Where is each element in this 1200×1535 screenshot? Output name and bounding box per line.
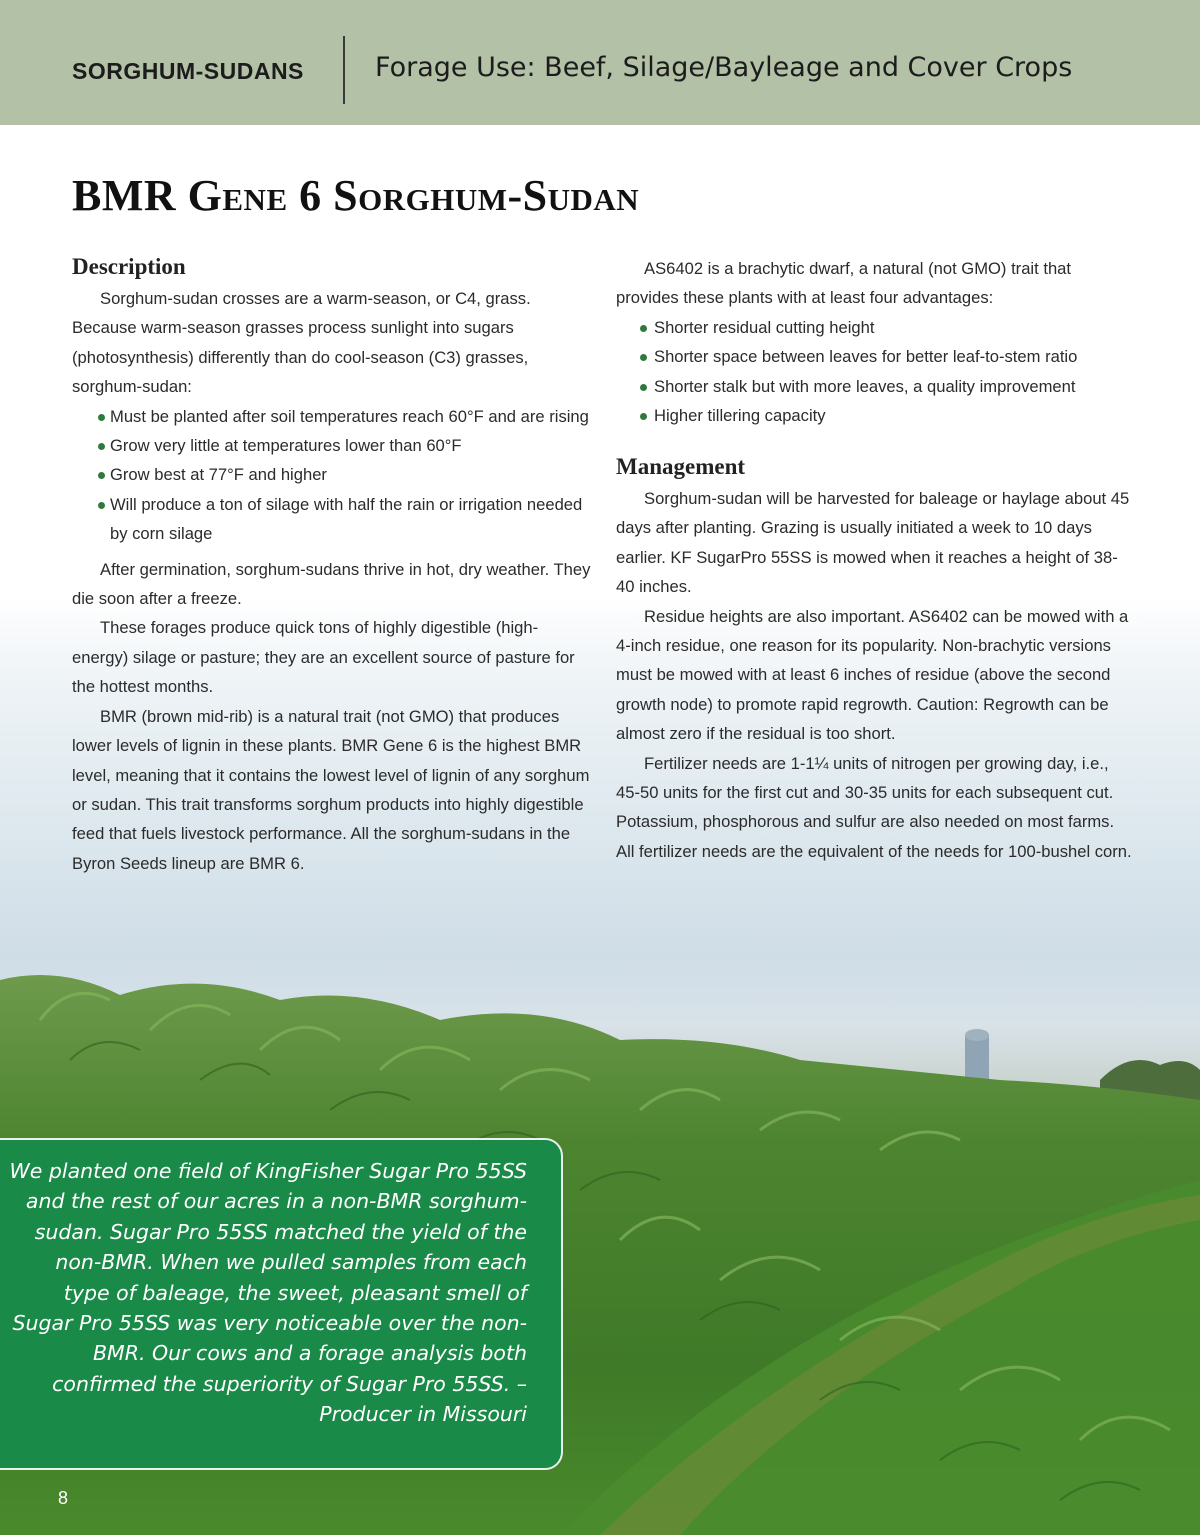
list-item: Shorter stalk but with more leaves, a quality improvement: [616, 372, 1132, 401]
page-number: 8: [58, 1488, 69, 1508]
header-divider: [343, 36, 345, 104]
description-column: [72, 284, 592, 878]
list-item: Must be planted after soil temperatures reach 60°F and are rising: [72, 402, 592, 431]
list-item: Will produce a ton of silage with half the rain or irrigation needed by corn silage: [72, 490, 592, 549]
list-item: Grow best at 77°F and higher: [72, 460, 592, 489]
description-bullet-list: [72, 402, 592, 549]
paragraph: Sorghum-sudan will be harvested for baleage or haylage about 45 days after planting. Grazing is usually initiated a week to 10 days earlier. KF SugarPro 55SS is mowed when it reaches a height of 38-40 inches.: [616, 489, 1130, 597]
page-title: BMR Gene 6 Sorghum-Sudan: [72, 171, 640, 220]
management-column: [616, 484, 1132, 866]
dwarf-bullet-list: [616, 313, 1132, 431]
dwarf-column: [616, 254, 1132, 430]
paragraph: Residue heights are also important. AS6402 can be mowed with a 4-inch residue, one reason for its popularity. Non-brachytic versions must be mowed with at least 6 inches of residue (above the second growth node) to promote rapid regrowth. Caution: Regrowth can be almost zero if the residual is too short.: [616, 606, 1129, 744]
testimonial-quote: We planted one field of KingFisher Sugar Pro 55SS and the rest of our acres in a non-BMR sorghum-sudan. Sugar Pro 55SS matched the yield of the non-BMR. When we pulled samples from each type of baleage, the sweet, pleasant smell of Sugar Pro 55SS was very noticeable over the non-BMR. Our cows and a forage analysis both confirmed the superiority of Sugar Pro 55SS. –Producer in Missouri: [9, 1159, 527, 1427]
list-item: Shorter residual cutting height: [616, 313, 1132, 342]
management-heading: Management: [616, 454, 746, 479]
paragraph: Fertilizer needs are 1-1¼ units of nitrogen per growing day, i.e., 45-50 units for the first cut and 30-35 units for each subsequent cut. Potassium, phosphorous and sulfur are also needed on most farms. All fertilizer needs are the equivalent of the needs for 100-bushel corn.: [616, 753, 1132, 861]
forage-use-heading: Forage Use: Beef, Silage/Bayleage and Cover Crops: [375, 52, 1073, 83]
paragraph: BMR (brown mid-rib) is a natural trait (not GMO) that produces lower levels of lignin in these plants. BMR Gene 6 is the highest BMR level, meaning that it contains the lowest level of lignin of any sorghum or sudan. This trait transforms sorghum products into highly digestible feed that fuels livestock performance. All the sorghum-sudans in the Byron Seeds lineup are BMR 6.: [72, 706, 590, 873]
list-item: Grow very little at temperatures lower than 60°F: [72, 431, 592, 460]
description-heading: Description: [72, 254, 186, 279]
section-name: SORGHUM-SUDANS: [72, 58, 304, 84]
testimonial-box: [0, 1138, 563, 1470]
page-header: [0, 0, 1200, 125]
description-intro: Sorghum-sudan crosses are a warm-season, or C4, grass. Because warm-season grasses process sunlight into sugars (photosynthesis) differently than do cool-season (C3) grasses, sorghum-sudan:: [72, 289, 531, 397]
list-item: Higher tillering capacity: [616, 401, 1132, 430]
paragraph: These forages produce quick tons of highly digestible (high-energy) silage or pasture; they are an excellent source of pasture for the hottest months.: [72, 618, 575, 697]
dwarf-intro: AS6402 is a brachytic dwarf, a natural (not GMO) trait that provides these plants with at least four advantages:: [616, 259, 1072, 308]
paragraph: After germination, sorghum-sudans thrive in hot, dry weather. They die soon after a freeze.: [72, 559, 591, 609]
list-item: Shorter space between leaves for better leaf-to-stem ratio: [616, 342, 1132, 371]
